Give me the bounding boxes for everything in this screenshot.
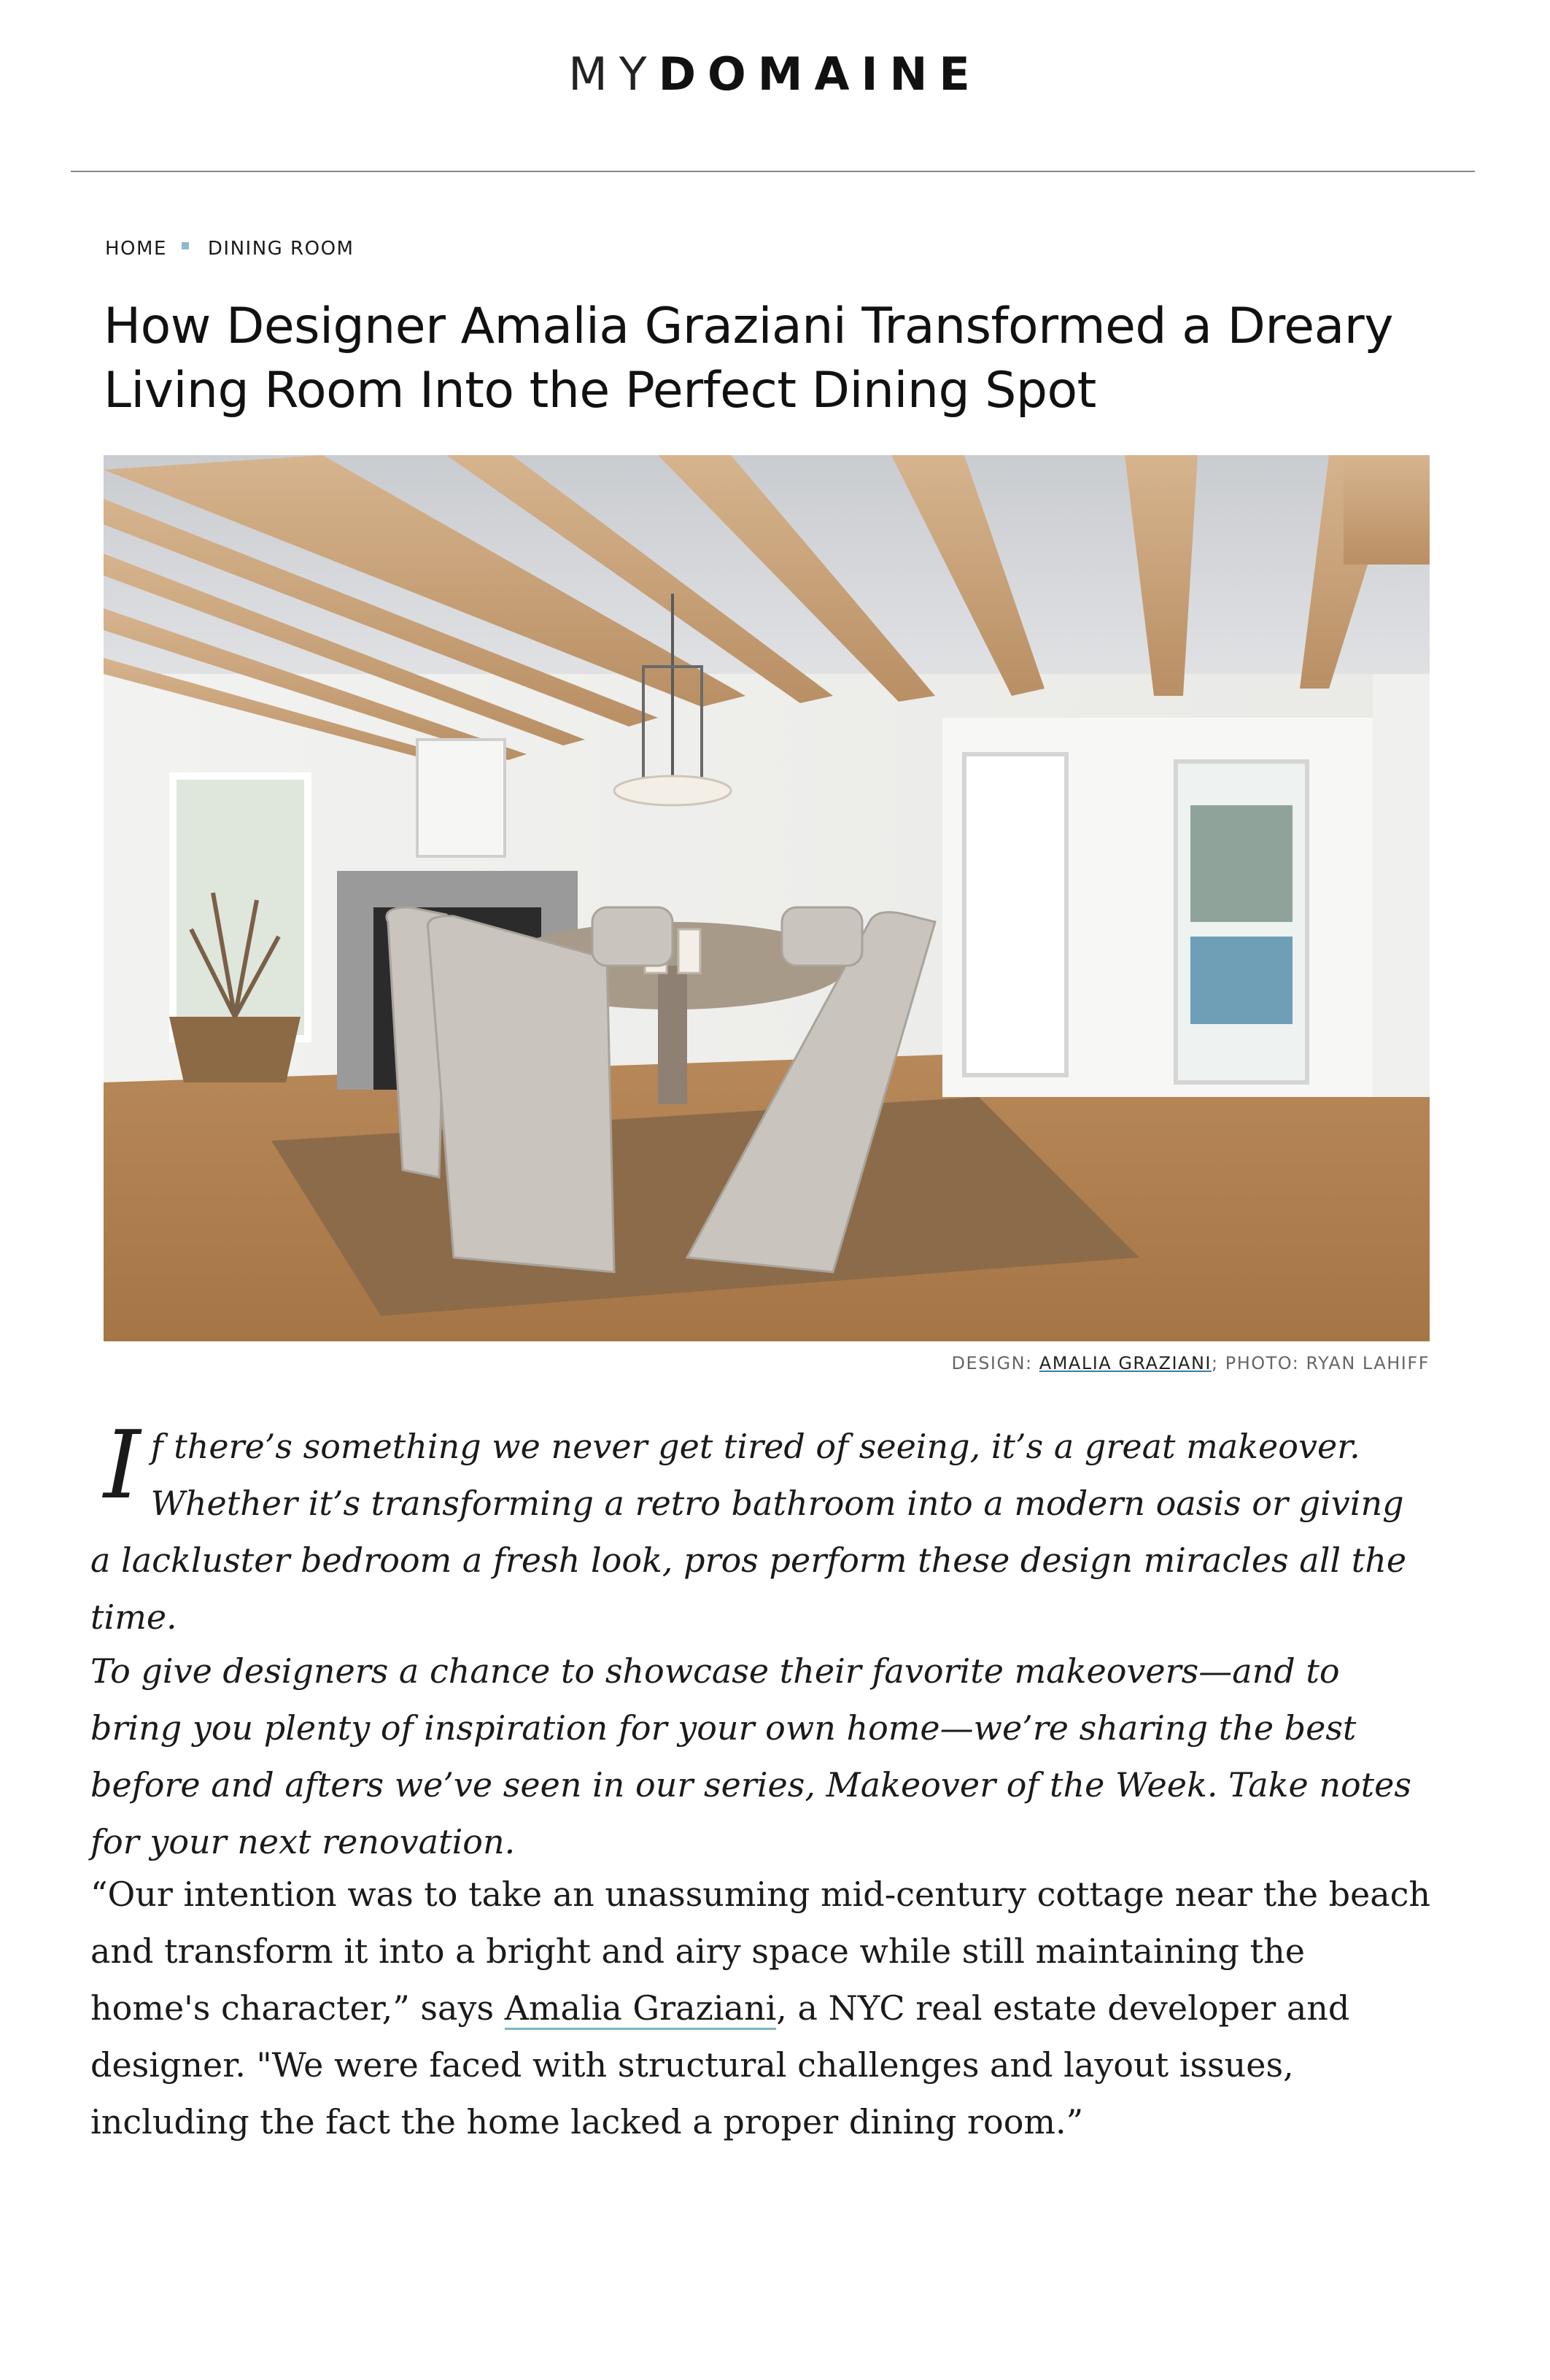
intro-text: f there’s something we never get tired of seeing, it’s a great makeover. Whether it’s transforming a retro bathroom into a modern oasis or giving a lackluster bedroom a fresh look, pros perform these design miracles all the time. <box>90 1427 1407 1637</box>
quote-paragraph <box>90 1866 1433 2150</box>
drop-cap: I <box>104 1411 141 1520</box>
breadcrumb <box>105 238 354 260</box>
caption-photo-credit: ; PHOTO: RYAN LAHIFF <box>1212 1353 1430 1373</box>
quote-text-after: , a NYC real estate developer and designer. "We were faced with structural challenges and layout issues, including the fact the home lacked a proper dining room.” <box>90 1988 1350 2141</box>
photo-caption <box>952 1353 1430 1373</box>
designer-link[interactable]: Amalia Graziani <box>505 1988 777 2030</box>
article-title: How Designer Amalia Graziani Transformed a Dreary Living Room Into the Perfect Dining Spot <box>104 298 1394 419</box>
hero-image <box>104 455 1430 1341</box>
caption-designer-link[interactable]: AMALIA GRAZIANI <box>1039 1353 1212 1373</box>
header-divider <box>71 171 1475 172</box>
series-paragraph: To give designers a chance to showcase their favorite makeovers—and to bring you plenty of inspiration for your own home—we’re sharing the best before and afters we’ve seen in our series, Makeover of the Week. Take notes for your next renovation. <box>90 1651 1411 1861</box>
caption-design-prefix: DESIGN: <box>951 1353 1039 1373</box>
logo-my: MY <box>568 47 659 101</box>
breadcrumb-separator <box>182 242 189 249</box>
breadcrumb-dining-room[interactable]: DINING ROOM <box>207 238 354 260</box>
quote-text-before: “Our intention was to take an unassuming mid-century cottage near the beach and transform it into a bright and airy space while still maintaining the home's character,” says <box>90 1875 1431 2028</box>
intro-paragraph <box>90 1411 1433 1646</box>
dining-room-photo <box>104 455 1430 1341</box>
site-header <box>0 0 1550 172</box>
mydomaine-logo[interactable] <box>0 48 1550 101</box>
breadcrumb-home[interactable]: HOME <box>105 238 167 260</box>
logo-domaine: DOMAINE <box>658 47 982 101</box>
